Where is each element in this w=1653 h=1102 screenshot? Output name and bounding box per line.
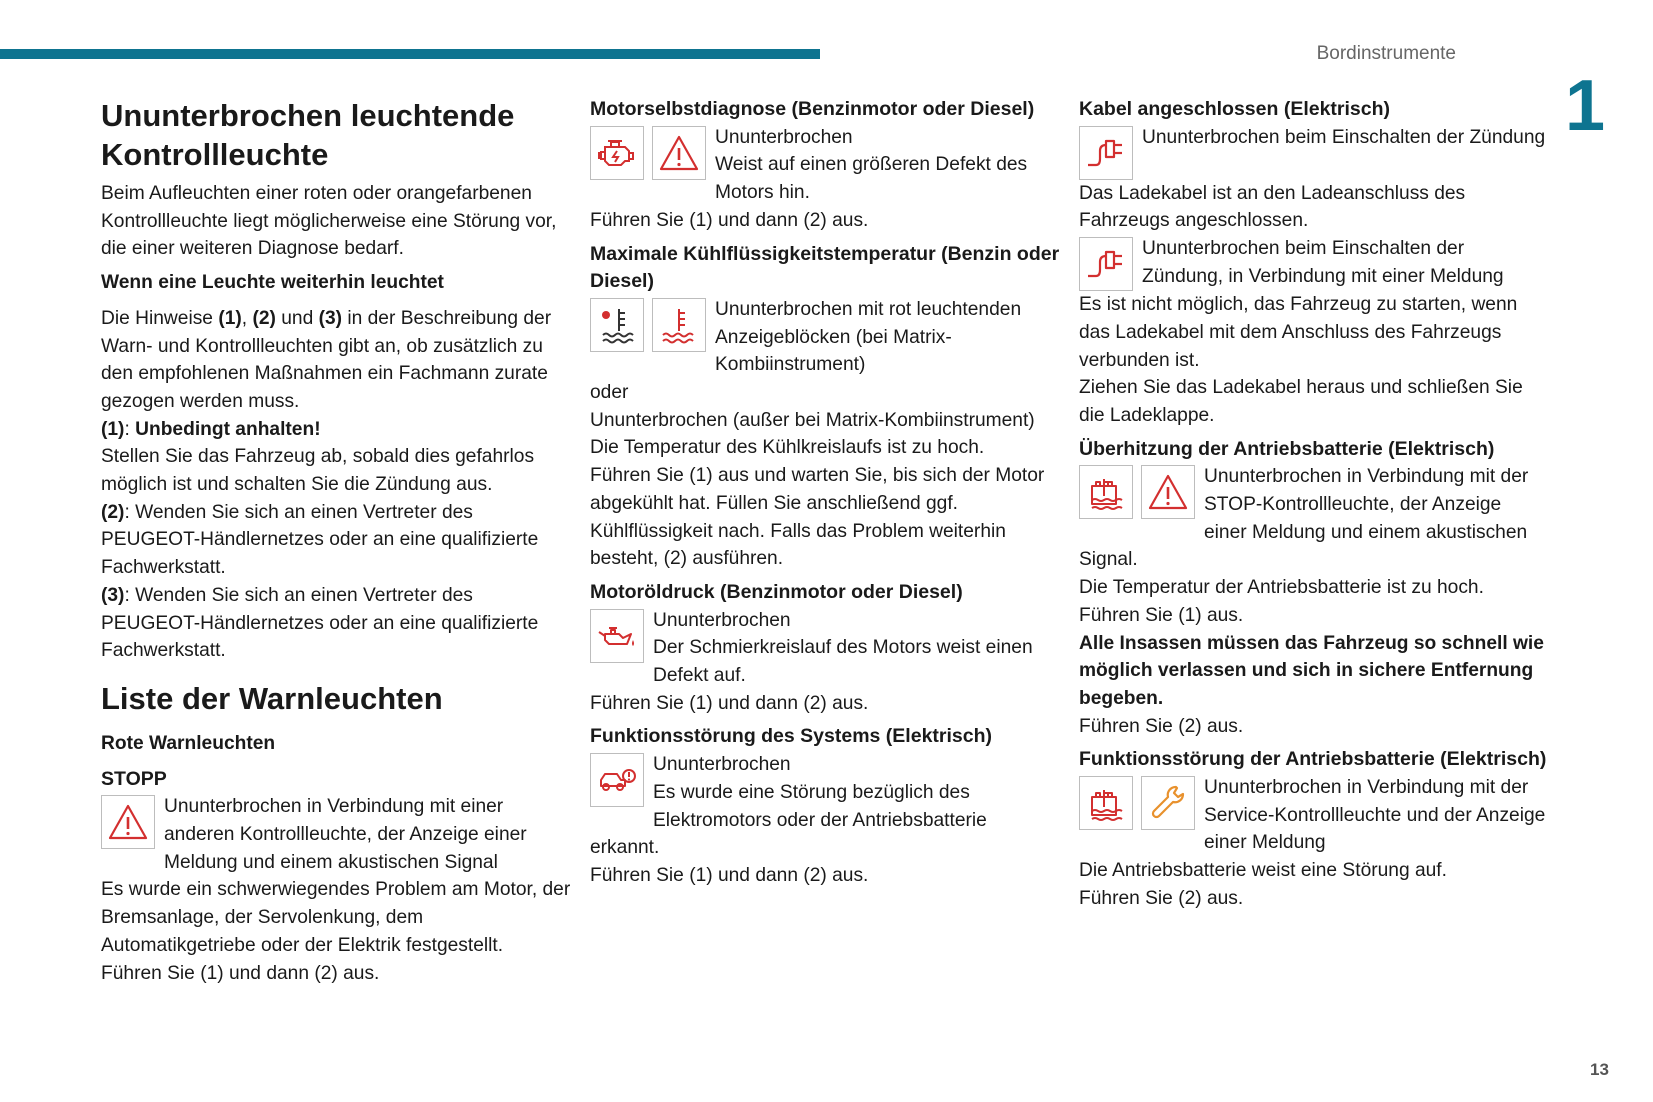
system-line1: Ununterbrochen (653, 754, 791, 776)
stop-entry (101, 793, 571, 876)
cable-entry (1079, 124, 1549, 180)
cable-title: Kabel angeschlossen (Elektrisch) (1079, 98, 1391, 120)
oil-can-icon (590, 609, 644, 663)
warning-triangle-icon (101, 795, 155, 849)
coolant-or: oder (590, 382, 629, 404)
note-1-heading: (1): Unbedingt anhalten! (101, 418, 321, 440)
battery-fault-text-2: Die Antriebsbatterie weist eine Störung auf. (1079, 860, 1447, 882)
cable-text-5: Ziehen Sie das Ladekabel heraus und schließen Sie die Ladeklappe. (1079, 377, 1523, 426)
intro-text: Beim Aufleuchten einer roten oder orangefarbenen Kontrollleuchte liegt möglicherweise eine Störung vor, die einer weiteren Diagnose bedarf. (101, 183, 557, 260)
system-action: Führen Sie (1) und dann (2) aus. (590, 864, 869, 886)
red-lights-heading: Rote Warnleuchten (101, 732, 276, 754)
battery-fault-text: Ununterbrochen in Verbindung mit der Service-Kontrollleuchte und der Anzeige einer Meldung (1204, 777, 1546, 854)
cable-text-2: Das Ladekabel ist an den Ladeanschluss des Fahrzeugs angeschlossen. (1079, 182, 1466, 232)
cable-entry-2 (1079, 235, 1549, 291)
section-name: Bordinstrumente (1316, 43, 1456, 64)
engine-diag-entry (590, 124, 1060, 207)
coolant-temperature-icon (652, 298, 706, 352)
engine-icon (590, 126, 644, 180)
battery-fault-title: Funktionsstörung der Antriebsbatterie (Elektrisch) (1079, 748, 1547, 771)
stop-text: Ununterbrochen in Verbindung mit einer anderen Kontrollleuchte, der Anzeige einer Meldung und einem akustischen Signal (164, 796, 527, 873)
engine-diag-title: Motorselbstdiagnose (Benzinmotor oder Diesel) (590, 98, 1035, 120)
overheat-action: Führen Sie (1) aus. (1079, 604, 1244, 626)
battery-temperature-icon (1079, 465, 1133, 519)
warning-triangle-icon (652, 126, 706, 180)
coolant-text-3: Die Temperatur des Kühlkreislaufs ist zu hoch. (590, 437, 985, 459)
cable-text-4: Es ist nicht möglich, das Fahrzeug zu starten, wenn das Ladekabel mit dem Anschluss des Fahrzeugs verbunden ist. (1079, 294, 1518, 371)
overheat-text-2: Die Temperatur der Antriebsbatterie ist zu hoch. (1079, 577, 1484, 599)
coolant-entry (590, 296, 1060, 379)
page-title: Ununterbrochen leuchtende Kontrollleuchte (101, 98, 515, 172)
chapter-number: 1 (1565, 66, 1606, 146)
system-entry (590, 751, 1060, 862)
overheat-title: Überhitzung der Antriebsbatterie (Elektrisch) (1079, 437, 1495, 460)
overheat-text: Ununterbrochen in Verbindung mit der STOP-Kontrollleuchte, der Anzeige einer Meldung und einem akustischen Signal. (1079, 466, 1529, 571)
battery-fault-action: Führen Sie (2) aus. (1079, 887, 1244, 909)
stop-action: Führen Sie (1) und dann (2) aus. (101, 962, 380, 984)
charging-plug-icon (1079, 237, 1133, 291)
system-text: Es wurde eine Störung bezüglich des Elektromotors oder der Antriebsbatterie erkannt. (590, 781, 987, 859)
coolant-title: Maximale Kühlflüssigkeitstemperatur (Benzin oder Diesel) (590, 242, 1060, 293)
oil-title: Motoröldruck (Benzinmotor oder Diesel) (590, 580, 963, 603)
coolant-text: Ununterbrochen mit rot leuchtenden Anzeigeblöcken (bei Matrix-Kombiinstrument) (715, 298, 1022, 376)
wrench-icon (1141, 776, 1195, 830)
system-title: Funktionsstörung des Systems (Elektrisch) (590, 725, 993, 748)
engine-diag-text: Weist auf einen größeren Defekt des Motors hin. (715, 154, 1028, 204)
coolant-temperature-dot-icon (590, 298, 644, 352)
engine-diag-action: Führen Sie (1) und dann (2) aus. (590, 209, 869, 231)
page-number: 13 (1590, 1060, 1609, 1079)
hint-text: Die Hinweise (1), (2) und (3) in der Beschreibung der Warn- und Kontrollleuchten gibt an, ob zusätzlich zu den empfohlenen Maßnahmen ein Fachmann zurate gezogen werden muss. (101, 307, 552, 412)
stop-title: STOPP (101, 767, 167, 790)
battery-fault-entry (1079, 774, 1549, 857)
note-3: (3): Wenden Sie sich an einen Vertreter des PEUGEOT-Händlernetzes oder an eine qualifizierte Fachwerkstatt. (101, 584, 539, 662)
column-3 (1079, 96, 1549, 913)
charging-plug-icon (1079, 126, 1133, 180)
oil-action: Führen Sie (1) und dann (2) aus. (590, 692, 869, 714)
note-1-text: Stellen Sie das Fahrzeug ab, sobald dies gefahrlos möglich ist und schalten Sie die Zündung aus. (101, 446, 535, 496)
car-fault-icon (590, 753, 644, 807)
engine-diag-line1: Ununterbrochen (715, 126, 853, 148)
note-2: (2): Wenden Sie sich an einen Vertreter des PEUGEOT-Händlernetzes oder an eine qualifizierte Fachwerkstatt. (101, 501, 539, 579)
header-accent-bar (0, 49, 820, 59)
column-1 (101, 96, 571, 987)
cable-text-3: Ununterbrochen beim Einschalten der Zündung, in Verbindung mit einer Meldung (1142, 238, 1504, 287)
overheat-entry (1079, 463, 1549, 574)
list-title: Liste der Warnleuchten (101, 680, 443, 716)
battery-temperature-icon (1079, 776, 1133, 830)
oil-entry (590, 607, 1060, 690)
coolant-action: Führen Sie (1) aus und warten Sie, bis sich der Motor abgekühlt hat. Füllen Sie anschließend ggf. Kühlflüssigkeit nach. Falls das Problem weiterhin besteht, (2) ausführen. (590, 465, 1045, 570)
coolant-text-2: Ununterbrochen (außer bei Matrix-Kombiinstrument) (590, 409, 1035, 431)
oil-text: Der Schmierkreislauf des Motors weist einen Defekt auf. (653, 637, 1033, 687)
warning-triangle-icon (1141, 465, 1195, 519)
stop-text-2: Es wurde ein schwerwiegendes Problem am Motor, der Bremsanlage, der Servolenkung, dem Automatikgetriebe oder der Elektrik festgestellt. (101, 879, 571, 956)
overheat-bold: Alle Insassen müssen das Fahrzeug so schnell wie möglich verlassen und sich in sichere Entfernung begeben. (1079, 632, 1544, 709)
oil-line1: Ununterbrochen (653, 609, 791, 631)
overheat-action-2: Führen Sie (2) aus. (1079, 715, 1244, 737)
column-2 (590, 96, 1060, 890)
subheading: Wenn eine Leuchte weiterhin leuchtet (101, 272, 444, 294)
cable-text: Ununterbrochen beim Einschalten der Zündung (1142, 126, 1546, 148)
